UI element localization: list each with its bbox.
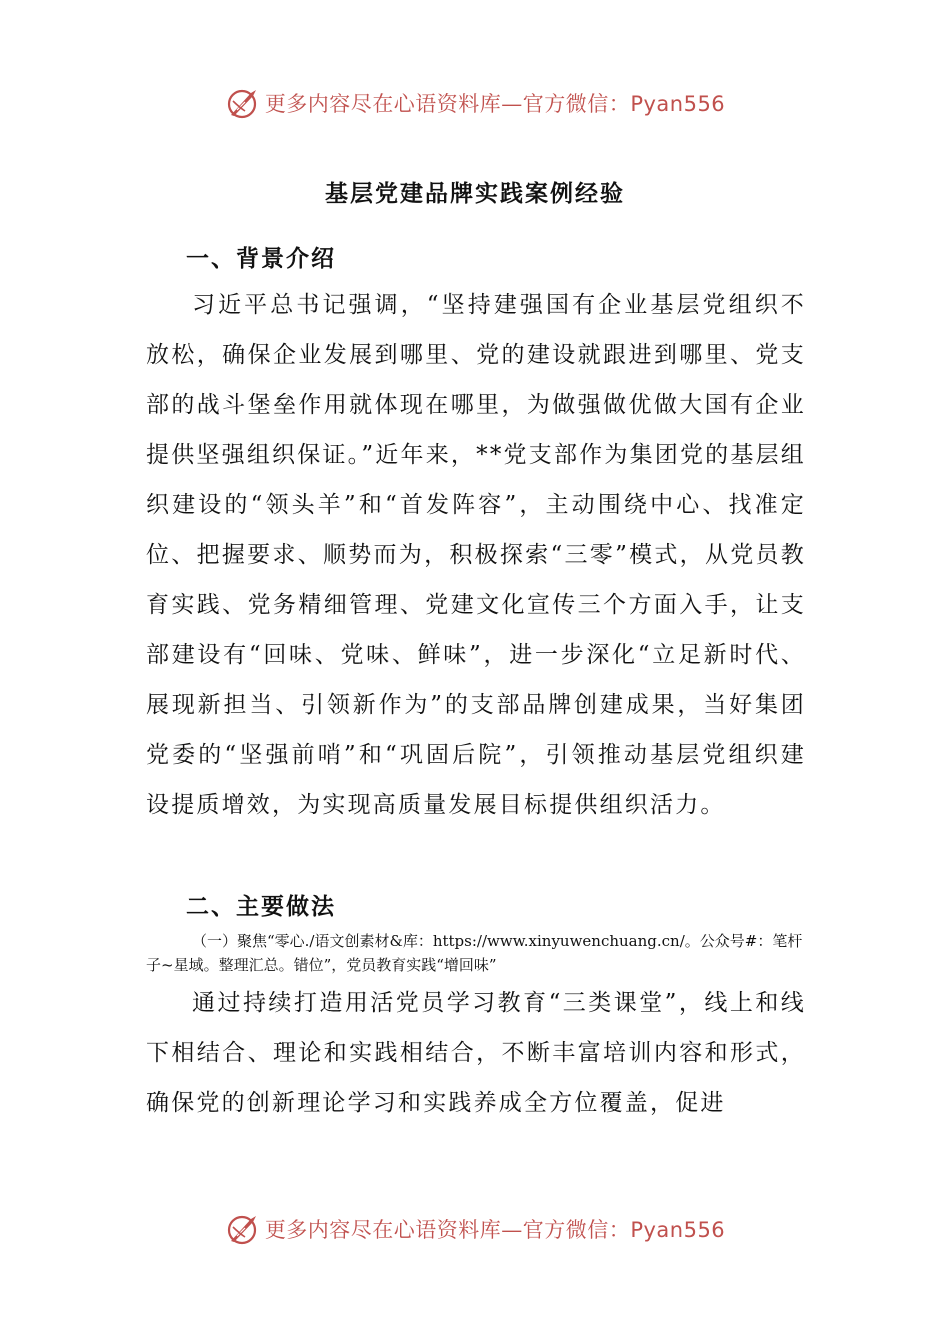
section-heading-background: 一、背景介绍 [186,245,336,272]
watermark-text: 更多内容尽在心语资料库—官方微信：Pyan556 [264,92,726,116]
subsection-1-paragraph: 通过持续打造用活党员学习教育“三类课堂”，线上和线下相结合、理论和实践相结合，不断丰富培训内容和形式，确保党的创新理论学习和实践养成全方位覆盖，促进 [146,990,806,1116]
watermark-banner-bottom [0,1209,950,1249]
document-title: 基层党建品牌实践案例经验 [325,180,625,207]
quill-logo-icon [225,85,261,121]
watermark-wechat-id: Pyan556 [630,92,726,116]
subsection-heading-1: （一）聚焦“零心./语文创素材&库：https://www.xinyuwenchuang.cn/。公众号#：笔杆子~星域。整理汇总。错位”，党员教育实践“增回味” [146,932,803,974]
watermark-wechat-id: Pyan556 [630,1218,726,1242]
watermark-text: 更多内容尽在心语资料库—官方微信：Pyan556 [264,1218,726,1242]
watermark-banner-top [0,83,950,123]
quill-logo-icon [225,1211,261,1247]
background-paragraph: 习近平总书记强调，“坚持建强国有企业基层党组织不放松，确保企业发展到哪里、党的建设就跟进到哪里、党支部的战斗堡垒作用就体现在哪里，为做强做优做大国有企业提供坚强组织保证。”近年来，**党支部作为集团党的基层组织建设的“领头羊”和“首发阵容”，主动围绕中心、找准定位、把握要求、顺势而为，积极探索“三零”模式，从党员教育实践、党务精细管理、党建文化宣传三个方面入手，让支部建设有“回味、党味、鲜味”，进一步深化“立足新时代、展现新担当、引领新作为”的支部品牌创建成果，当好集团党委的“坚强前哨”和“巩固后院”，引领推动基层党组织建设提质增效，为实现高质量发展目标提供组织活力。 [146,292,806,818]
section-heading-main-practices: 二、主要做法 [186,893,336,920]
